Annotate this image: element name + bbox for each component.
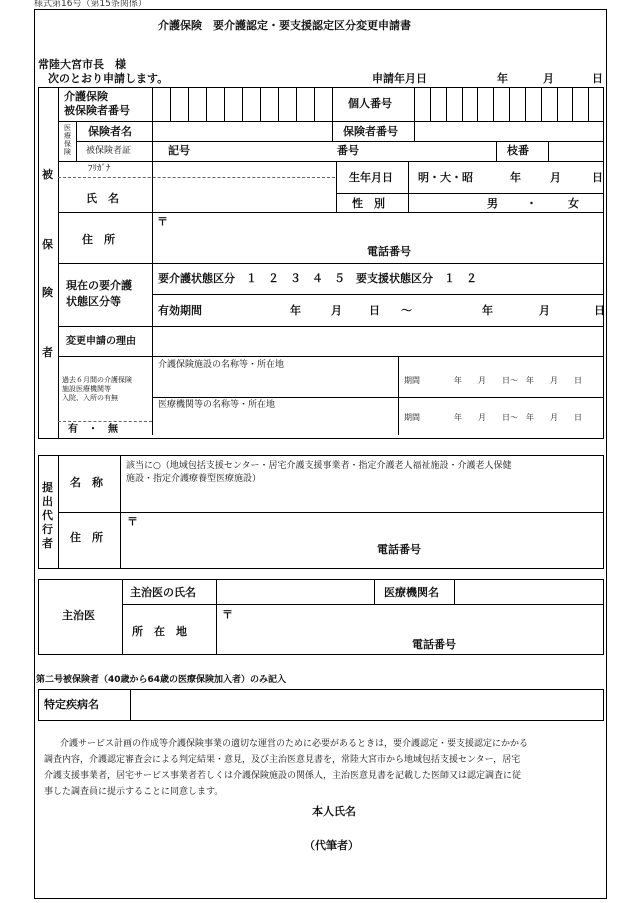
personal-number-digit-divider bbox=[446, 87, 447, 121]
personal-number-digit-divider bbox=[525, 87, 526, 121]
insurer-name-label: 保険者名 bbox=[88, 125, 132, 138]
insured-number-label-2: 被保険者番号 bbox=[64, 104, 130, 117]
doctor-institution-label: 医療機関名 bbox=[384, 586, 439, 599]
doctor-section-label: 主治医 bbox=[62, 609, 95, 622]
care-level-text: 要介護状態区分 １ ２ ３ ４ ５ 要支援状態区分 １ ２ bbox=[158, 272, 477, 285]
insured-number-digit-divider bbox=[224, 87, 225, 121]
application-date-year: 年 bbox=[497, 72, 508, 85]
birthdate-label: 生年月日 bbox=[349, 171, 393, 184]
address-label: 住 所 bbox=[82, 233, 115, 246]
agent-side: 提 出 代 行 者 bbox=[42, 481, 53, 550]
change-reason-label: 変更申請の理由 bbox=[66, 336, 136, 347]
hospital-label-2: 施設医療機関等 bbox=[62, 385, 111, 393]
current-status-label-1: 現在の要介護 bbox=[66, 279, 132, 292]
insured-number-digit-divider bbox=[314, 87, 315, 121]
personal-number-digit-divider bbox=[462, 87, 463, 121]
consent-line-3: 介護支援事業者，居宅サービス事業者若しくは介護保険施設の関係人，主治医意見書を記載した医師又は認定調査に従 bbox=[44, 771, 522, 781]
name-label: 氏 名 bbox=[86, 192, 119, 205]
personal-number-digit-divider bbox=[541, 87, 542, 121]
personal-number-digit-divider bbox=[509, 87, 510, 121]
application-date-day: 日 bbox=[592, 72, 603, 85]
valid-period-wave: ～ bbox=[401, 304, 412, 317]
hospital-label-1: 過去６月間の介護保険 bbox=[62, 376, 132, 384]
agent-circle-note-1: 該当に○（地域包括支援センター・居宅介護支援事業者・指定介護老人福祉施設・介護老人保健 bbox=[126, 461, 512, 471]
disease-label: 特定疾病名 bbox=[44, 698, 99, 711]
address-phone-label: 電話番号 bbox=[367, 245, 411, 258]
insured-number-digit-divider bbox=[170, 87, 171, 121]
form-title: 介護保険 要介護認定・要支援認定区分変更申請書 bbox=[158, 19, 411, 32]
doctor-address-label: 所 在 地 bbox=[132, 625, 187, 638]
medical-period-label: 期間 bbox=[404, 413, 420, 422]
medical-label: 医療機関等の名称等・所在地 bbox=[158, 400, 276, 410]
medical-insurance-side: 医 療 保 険 bbox=[64, 124, 71, 156]
proxy-label: （代筆者） bbox=[304, 839, 359, 852]
medical-period-text: 年 月 日～ 年 月 日 bbox=[454, 413, 582, 422]
personal-number-digit-divider bbox=[557, 87, 558, 121]
symbol-label: 記号 bbox=[168, 144, 190, 157]
birth-month: 月 bbox=[550, 171, 561, 184]
facility-period-label: 期間 bbox=[404, 376, 420, 385]
agent-postal-mark: 〒 bbox=[127, 515, 138, 528]
consent-line-4: 事した調査員に提示することに同意します。 bbox=[44, 787, 224, 797]
number-label: 番号 bbox=[337, 144, 359, 157]
agent-address-label: 住 所 bbox=[70, 531, 103, 544]
doctor-name-label: 主治医の氏名 bbox=[130, 586, 196, 599]
personal-number-digit-divider bbox=[430, 87, 431, 121]
addressee: 常陸大宮市長 様 bbox=[38, 58, 126, 71]
insured-number-digit-divider bbox=[296, 87, 297, 121]
agent-name-label: 名 称 bbox=[70, 476, 103, 489]
intro-text: 次のとおり申請します。 bbox=[48, 72, 169, 85]
consent-line-2: 調査内容，介護認定審査会による判定結果・意見，及び主治医意見書を，常陸大宮市から地域包括支援センター，居宅 bbox=[44, 755, 521, 765]
gender-male: 男 bbox=[487, 197, 498, 210]
facility-label: 介護保険施設の名称等・所在地 bbox=[158, 360, 285, 370]
doctor-postal-mark: 〒 bbox=[222, 608, 233, 621]
insured-number-digit-divider bbox=[188, 87, 189, 121]
facility-period-text: 年 月 日～ 年 月 日 bbox=[454, 376, 582, 385]
valid-from-day: 日 bbox=[369, 304, 380, 317]
personal-number-digit-divider bbox=[572, 87, 573, 121]
personal-number-digit-divider bbox=[588, 87, 589, 121]
valid-to-year: 年 bbox=[482, 304, 493, 317]
signature-label: 本人氏名 bbox=[312, 805, 356, 818]
doctor-phone-label: 電話番号 bbox=[412, 638, 456, 651]
insured-number-label-1: 介護保険 bbox=[64, 90, 108, 103]
agent-phone-label: 電話番号 bbox=[377, 543, 421, 556]
insured-number-digit-divider bbox=[206, 87, 207, 121]
disease-section bbox=[38, 689, 604, 721]
insured-number-digit-divider bbox=[260, 87, 261, 121]
insured-side-3: 険 bbox=[42, 286, 53, 299]
birth-year: 年 bbox=[510, 171, 521, 184]
gender-female: 女 bbox=[568, 197, 579, 210]
current-status-label-2: 状態区分等 bbox=[66, 295, 121, 308]
second-insured-note: 第二号被保険者（40歳から64歳の医療保険加入者）のみ記入 bbox=[36, 675, 287, 685]
birth-day: 日 bbox=[592, 171, 603, 184]
personal-number-digit-divider bbox=[477, 87, 478, 121]
personal-number-label: 個人番号 bbox=[348, 97, 392, 110]
valid-period-label: 有効期間 bbox=[158, 304, 202, 317]
furigana-label: ﾌﾘｶﾞﾅ bbox=[88, 164, 111, 174]
insurer-number-label: 保険者番号 bbox=[343, 125, 398, 138]
insured-number-digit-divider bbox=[278, 87, 279, 121]
application-date-label: 申請年月日 bbox=[372, 72, 427, 85]
yes-no-options: 有 ・ 無 bbox=[68, 424, 118, 435]
application-date-month: 月 bbox=[543, 72, 554, 85]
branch-label: 枝番 bbox=[507, 144, 529, 157]
agent-circle-note-2: 施設・指定介護療養型医療施設） bbox=[126, 474, 262, 484]
gender-label: 性 別 bbox=[352, 197, 385, 210]
insured-side-4: 者 bbox=[42, 346, 53, 359]
gender-dot: ・ bbox=[526, 197, 537, 210]
personal-number-digit-divider bbox=[493, 87, 494, 121]
insured-side-1: 被 bbox=[42, 168, 53, 181]
era-options: 明・大・昭 bbox=[418, 171, 473, 184]
valid-to-day: 日 bbox=[594, 304, 605, 317]
valid-from-month: 月 bbox=[331, 304, 342, 317]
valid-from-year: 年 bbox=[290, 304, 301, 317]
valid-to-month: 月 bbox=[539, 304, 550, 317]
insured-side-2: 保 bbox=[42, 238, 53, 251]
insured-number-digit-divider bbox=[242, 87, 243, 121]
hospital-label-3: 入院、入所の有無 bbox=[62, 394, 118, 402]
form-number: 様式第16号（第15条関係） bbox=[34, 0, 147, 9]
address-postal-mark: 〒 bbox=[157, 215, 168, 228]
insurance-card-label: 被保険者証 bbox=[86, 146, 132, 156]
consent-line-1: 介護サービス計画の作成等介護保険事業の適切な運営のために必要があるときは，要介護認定・要支援認定にかかる bbox=[60, 739, 529, 749]
